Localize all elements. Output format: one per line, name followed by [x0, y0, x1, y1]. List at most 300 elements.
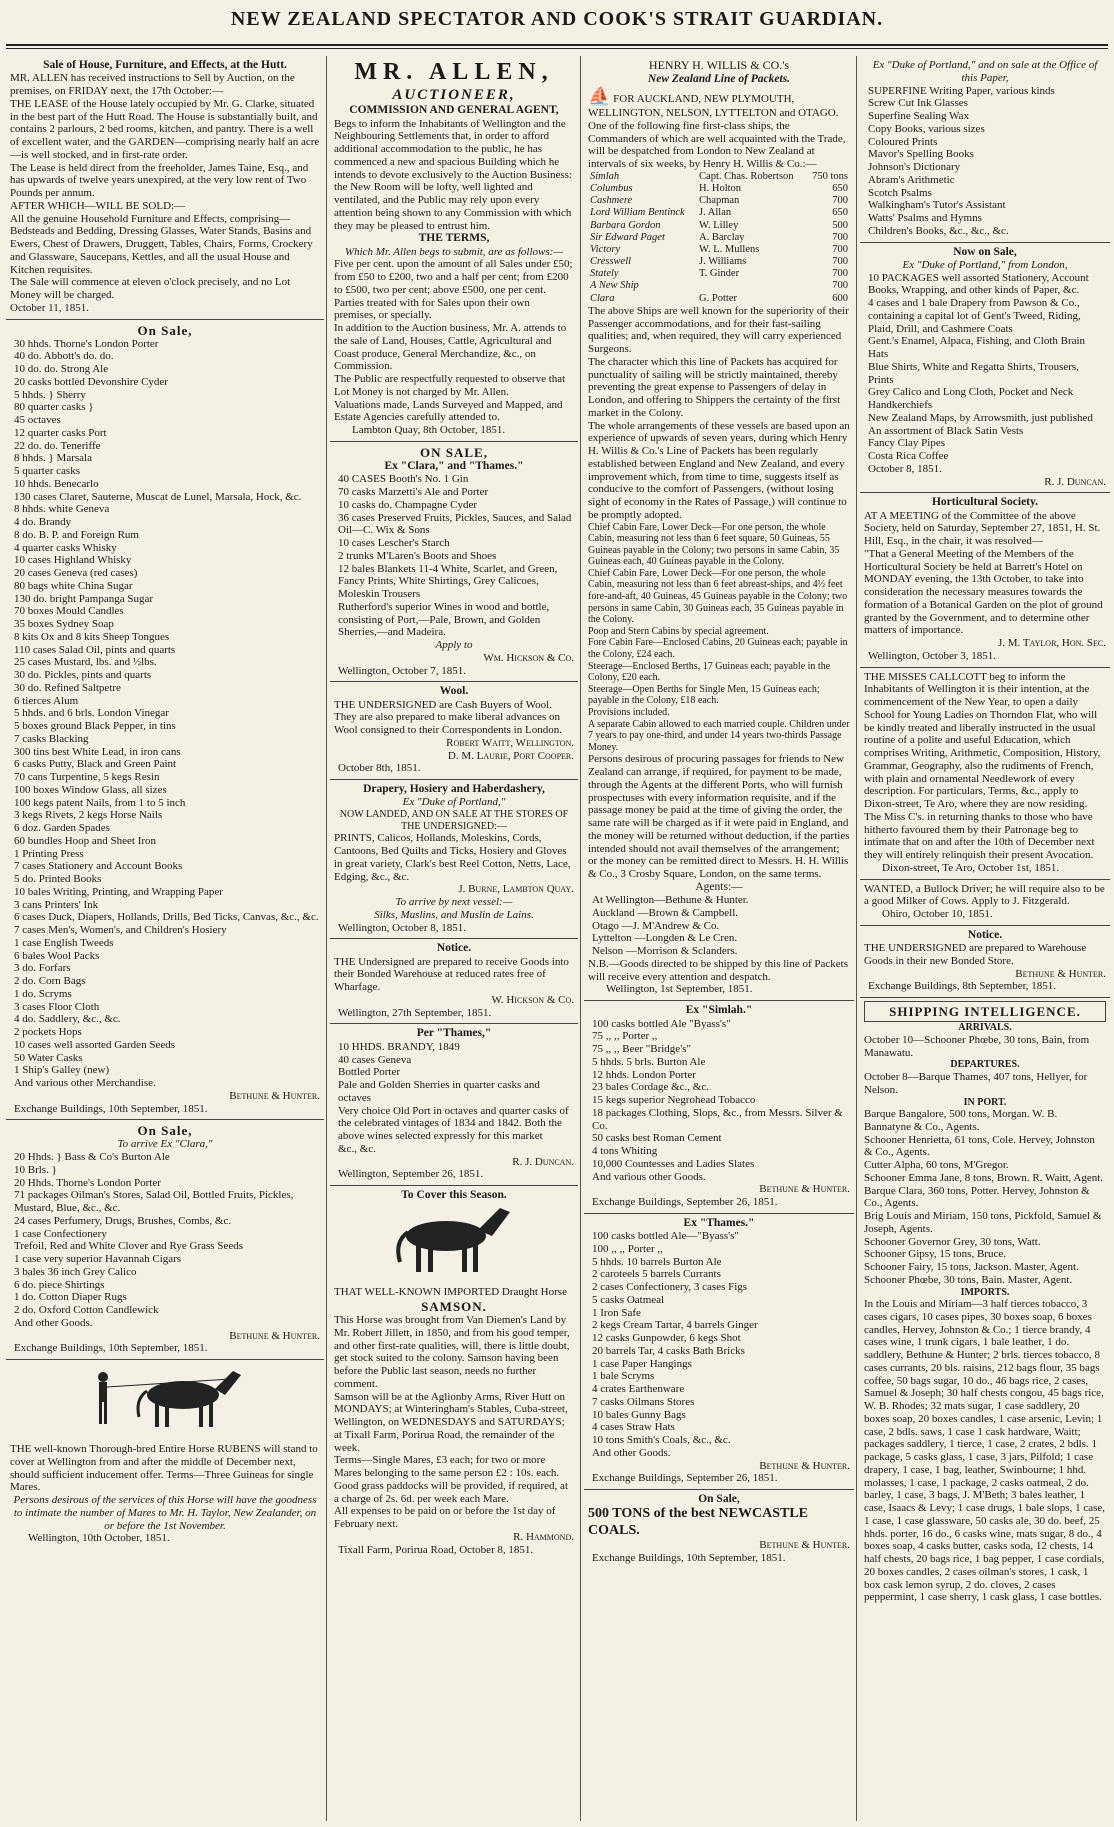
ad-place: Wellington, October 8, 1851. [338, 921, 467, 934]
shipping-intelligence [860, 998, 1110, 1608]
table-row [588, 244, 850, 256]
ad-paragraph: All the genuine Household Furniture and Effects, comprising—Bedsteads and Bedding, Dressing Glasses, Water Stands, Basins and Ewers, Chest of Drawers, Druggett, Tables, Chairs, Forms, Crockery and Glassware, Saucepans, Kettles, and all the usual House and Kitchen requisites. [10, 212, 313, 276]
section-title: SHIPPING INTELLIGENCE. [864, 1001, 1106, 1022]
simlah-ad [584, 1001, 854, 1214]
list-item: 60 bundles Hoop and Sheet Iron [14, 834, 157, 847]
agent-item: Nelson —Morrison & Sclanders. [592, 945, 738, 958]
ad-place: Exchange Buildings, 10th September, 1851. [592, 1551, 786, 1564]
ad-paragraph: Terms—Single Mares, £3 each; for two or more Mares belonging to the same person £2 : 10s. each. Good grass paddocks will be provided, if required, at a charge of 2s. 6d. per week each Mare. [334, 1454, 568, 1505]
list-item: 75 ,, ,, Porter ,, [592, 1030, 658, 1043]
agents-title: Agents:— [695, 880, 743, 893]
ad-title: Ex "Thames." [683, 1216, 755, 1229]
agents-list [588, 894, 850, 958]
list-item: Abram's Arithmetic [868, 173, 955, 186]
ad-paragraph: This Horse was brought from Van Diemen's Land by Mr. Robert Jillett, in 1850, and from his good temper, and other first-rate qualities, will, there is little doubt, get stock suited to the colony. Samson having been before the Public last season, needs no further comment. [334, 1314, 570, 1390]
ship-tons: 700 [832, 280, 848, 292]
table-row [588, 256, 850, 268]
list-item: 7 cases Men's, Women's, and Children's Hosiery [14, 924, 227, 937]
ad-paragraph: MR. ALLEN has received instructions to Sell by Auction, on the premises, on FRIDAY next, the 17th October:— [10, 72, 295, 98]
ad-title: ON SALE, [420, 444, 488, 460]
list-item: SUPERFINE Writing Paper, various kinds [868, 84, 1055, 97]
table-row [588, 293, 850, 305]
clara-thames-ad [330, 442, 578, 682]
list-item: 30 do. Refined Saltpetre [14, 681, 121, 694]
list-item: 22 do. do. Teneriffe [14, 439, 101, 452]
list-item: 1 Ship's Galley (new) [14, 1064, 110, 1077]
table-row [588, 207, 850, 219]
ad-title: To Cover this Season. [401, 1189, 507, 1202]
list-item: Costa Rica Coffee [868, 450, 949, 463]
list-item: 3 kegs Rivets, 2 kegs Horse Nails [14, 809, 163, 822]
list-item: 2 do. Oxford Cotton Candlewick [14, 1304, 159, 1317]
item-list [864, 272, 1106, 463]
list-item: Children's Books, &c., &c., &c. [868, 224, 1009, 237]
on-sale-ad [6, 320, 324, 1121]
item-list [334, 1041, 574, 1156]
list-item: 10 bales Writing, Printing, and Wrapping Paper [14, 885, 223, 898]
table-row [588, 195, 850, 207]
ad-body: Persons desirous of procuring passages for friends to New Zealand can arrange, if required, for payment to be made, through the Agents at the different Ports, who will furnish prospectuses with every information requisite, and if the passage money be paid at the time of giving the order, the same rate will be charged as if it were paid in England, and the money will be returned without deduction, if the parties intended should not avail themselves of the arrangement; or the money can be remitted direct to Messrs. H. H. Willis & Co., 3 Crosby Square, London, on the same terms. [588, 753, 850, 881]
ship-tons: 700 [832, 256, 848, 268]
fare-item: Chief Cabin Fare, Lower Deck—For one person, the whole Cabin, measuring not less than 6 feet abreast-ships, and 4½ feet fore-and-aft, 40 Guineas, 45 Guineas payable in the Colony; two persons in same Cabin, 30 Guineas each, 35 Guineas payable in the Colony. [588, 567, 848, 626]
ad-signature: Bethune & Hunter. [759, 1459, 850, 1472]
list-item: 3 cases Floor Cloth [14, 1000, 100, 1013]
list-item: Scotch Psalms [868, 186, 932, 199]
list-item: 6 tierces Alum [14, 694, 79, 707]
ad-heading: THAT WELL-KNOWN IMPORTED Draught Horse [334, 1286, 567, 1299]
ad-signature: Bethune & Hunter. [1015, 967, 1106, 980]
list-item: And other Goods. [592, 1446, 671, 1459]
column-3 [584, 56, 854, 1821]
list-item: 110 cases Salad Oil, pints and quarts [14, 643, 176, 656]
ship-name: Sir Edward Paget [590, 231, 665, 243]
fare-item: Provisions included. [588, 707, 670, 718]
bonded-store-ad [860, 926, 1110, 998]
ad-paragraph: The above Ships are well known for the superiority of their Passenger accommodations, and for their fast-sailing qualities; and, when required, they will carry experienced Surgeons. [588, 304, 849, 355]
list-item: 1 Iron Safe [592, 1306, 641, 1319]
willis-packets-ad [584, 56, 854, 1001]
ad-body [10, 72, 320, 314]
list-item: 12 hhds. London Porter [592, 1068, 696, 1081]
list-item: 10 HHDS. BRANDY, 1849 [338, 1040, 460, 1053]
thames-ad [584, 1214, 854, 1490]
ad-title: On Sale, [137, 1123, 193, 1139]
list-item: 8 hhds. white Geneva [14, 503, 110, 516]
ship-name: Barbara Gordon [590, 219, 661, 231]
ad-body: AT A MEETING of the Committee of the above Society, held on Saturday, September 27, 1851, H. St. Hill, Esq., in the chair, it was resolved— [864, 509, 1101, 548]
ad-paragraph: The Sale will commence at eleven o'clock precisely, and no Lot Money will be charged. [10, 276, 291, 302]
list-item: 100 kegs patent Nails, from 1 to 5 inch [14, 796, 186, 809]
list-item: 10,000 Countesses and Ladies Slates [592, 1157, 755, 1170]
drapery-ad [330, 780, 578, 939]
ad-note: Persons desirous of the services of this Horse will have the goodness to intimate the number of Mares to Mr. H. Taylor, New Zealander, on or before the 1st November. [13, 1494, 317, 1532]
list-item: 1 do. Cotton Diaper Rugs [14, 1291, 127, 1304]
imports-title: IMPORTS. [960, 1286, 1010, 1298]
ad-signature: R. J. Duncan. [512, 1155, 574, 1168]
ad-signature: W. Hickson & Co. [491, 993, 574, 1006]
list-item: 1 case Paper Hangings [592, 1357, 692, 1370]
list-item: 100 ,, ,, Porter ,, [592, 1242, 663, 1255]
ad-signature: R. J. Duncan. [1044, 475, 1106, 488]
ad-items: Silks, Muslins, and Muslin de Lains. [374, 908, 534, 921]
list-item: Blue Shirts, White and Regatta Shirts, Trousers, Prints [868, 360, 1079, 386]
ad-body: PRINTS, Calicos, Hollands, Moleskins, Cords, Cantoons, Bed Quilts and Ticks, Hosiery and Gloves in great variety, Clark's best Reel Cotton, Netts, Lace, Edging, &c., &c. [334, 832, 571, 883]
ad-paragraph: THE LEASE of the House lately occupied by Mr. G. Clarke, situated in the best part of the Hutt Road. The House is substantially built, and contains 2 parlours, 2 bed rooms, kitchen, and pantry. There is a well of excellent water, and the GARDEN—comprising nearly half an acre—is well stocked, and in first-rate order. [10, 97, 320, 161]
ship-name: A New Ship [590, 280, 639, 292]
in-port-item: Schooner Fairy, 15 tons, Jackson. Master, Agent. [864, 1261, 1079, 1274]
table-row [588, 268, 850, 280]
list-item: 2 pockets Hops [14, 1026, 82, 1039]
list-item: 10 Brls. } [14, 1163, 57, 1176]
list-item: 6 cases Duck, Diapers, Hollands, Drills, Bed Ticks, Canvas, &c., &c. [14, 911, 319, 924]
list-item: 100 casks bottled Ale—"Byass's" [592, 1230, 739, 1243]
list-item: 130 cases Claret, Sauterne, Muscat de Lunel, Marsala, Hock, &c. [14, 490, 302, 503]
ad-place: Wellington, 1st September, 1851. [606, 983, 753, 996]
list-item: 50 Water Casks [14, 1051, 83, 1064]
ad-place: Wellington, September 26, 1851. [338, 1168, 484, 1181]
list-item: 80 bags white China Sugar [14, 579, 133, 592]
ad-subtitle: New Zealand Line of Packets. [647, 72, 791, 85]
terms-paragraph: The Public are respectfully requested to observe that Lot Money is not charged by Mr. Allen. [334, 373, 566, 398]
ship-name: Simlah [590, 170, 620, 182]
list-item: 4 cases and 1 bale Drapery from Pawson & Co., containing a capital lot of Gent's Tweed, Riding, Plaid, Drill, and Cashmere Coats [868, 297, 1081, 335]
list-item: Very choice Old Port in octaves and quarter casks of the celebrated vintages of 1834 and 1842. Both the above wines selected expressly for this market [338, 1104, 569, 1143]
list-item: 4 cases Straw Hats [592, 1421, 675, 1434]
list-item: 4 do. Saddlery, &c., &c. [14, 1013, 121, 1026]
list-item: 24 cases Perfumery, Drugs, Brushes, Combs, &c. [14, 1214, 232, 1227]
list-item: 40 cases Geneva [338, 1053, 412, 1066]
list-item: 130 do. bright Pampanga Sugar [14, 592, 154, 605]
list-item: Johnson's Dictionary [868, 161, 961, 173]
in-port-item: Schooner Henrietta, 61 tons, Cole. Hervey, Johnston & Co., Agents. [864, 1133, 1095, 1159]
masthead: NEW ZEALAND SPECTATOR AND COOK'S STRAIT GUARDIAN. [230, 8, 884, 30]
ship-capt: J. Allan [699, 207, 732, 219]
list-item: Fancy Clay Pipes [868, 437, 945, 450]
ad-paragraph: AFTER WHICH—WILL BE SOLD:— [10, 199, 186, 212]
ad-place: Exchange Buildings, September 26, 1851. [592, 1472, 778, 1485]
ad-body: WANTED, a Bullock Driver; he will require also to be a good Milker of Cows. Apply to J. Fitzgerald. [864, 882, 1105, 908]
list-item: 3 bales 36 inch Grey Calico [14, 1265, 137, 1278]
column-rule [580, 56, 581, 1821]
list-item: Pale and Golden Sherries in quarter casks and octaves [338, 1079, 540, 1104]
terms-paragraph: Valuations made, Lands Surveyed and Mapped, and Estate Agencies carefully attended to. [334, 398, 563, 424]
ad-date: October 8, 1851. [868, 462, 942, 475]
table-row [588, 280, 850, 292]
ad-place: Exchange Buildings, 10th September, 1851. [14, 1342, 208, 1355]
ship-tons: 500 [832, 219, 848, 231]
list-item: 80 quarter casks } [14, 401, 94, 414]
fare-item: Poop and Stern Cabins by special agreement. [588, 625, 769, 637]
list-item: 5 hhds. and 6 brls. London Vinegar [14, 707, 169, 720]
horticultural-ad [860, 493, 1110, 667]
rubens-ad [6, 1360, 324, 1549]
fare-item: Chief Cabin Fare, Lower Deck—For one person, the whole Cabin, measuring not less than 6 feet square, 50 Guineas, 55 Guineas payable in the Colony; two persons in same Cabin, 35 Guineas each, 40 Guineas payable in the Colony. [588, 521, 840, 568]
ship-capt: G. Potter [699, 292, 737, 304]
column-4 [860, 56, 1110, 1821]
ad-paragraph: The character which this line of Packets has acquired for punctuality of sailing will be strictly maintained, thereby preventing the great expense to Passengers of delay in London, and offering to Shippers the certainty of the first market in the Colony. [588, 355, 841, 419]
list-item: 2 do. Corn Bags [14, 975, 86, 988]
list-item: 20 casks bottled Devonshire Cyder [14, 375, 168, 388]
ship-tons: 750 tons [812, 170, 848, 182]
list-item: 1 case very superior Havannah Cigars [14, 1253, 182, 1266]
terms-list [334, 258, 574, 424]
ship-tons: 700 [832, 243, 848, 255]
ad-body: Begs to inform the Inhabitants of Wellington and the Neighbouring Settlements that, in order to afford additional accommodation to the public, he has commenced a new and spacious Building which he intends to devote exclusively to the Auction Business: the New Room will be lofty, well lighted and ventilated, and the Public may rely upon every attention being shown to any Commission with which they may be pleased to entrust him. [334, 117, 572, 232]
ad-signature: Bethune & Hunter. [229, 1329, 320, 1342]
ship-table [588, 171, 850, 305]
column-rule [856, 56, 857, 1821]
fare-item: A separate Cabin allowed to each married couple. Children under 7 years to pay one-third, and under 14 years two-thirds Passage Money. [588, 718, 850, 753]
list-item: 4 crates Earthenware [592, 1383, 685, 1396]
list-item: 5 quarter casks [14, 465, 80, 478]
table-row [588, 220, 850, 232]
list-item: 18 packages Clothing, Slops, &c., from Messrs. Silver & Co. [592, 1106, 843, 1132]
list-item: 5 hhds. 10 barrels Burton Ale [592, 1255, 722, 1268]
list-item: 100 casks bottled Ale "Byass's" [592, 1017, 731, 1030]
coal-ad [584, 1490, 854, 1568]
arrivals-title: ARRIVALS. [958, 1022, 1012, 1034]
ad-signature: Bethune & Hunter. [759, 1183, 850, 1196]
list-item: Screw Cut Ink Glasses [868, 97, 968, 110]
ad-note: N.B.—Goods directed to be shipped by this line of Packets will receive every attention and despatch. [588, 957, 848, 983]
ad-title: Drapery, Hosiery and Haberdashery, [363, 783, 545, 796]
house-sale-ad [6, 56, 324, 320]
school-ad [860, 668, 1110, 880]
table-row [588, 183, 850, 195]
ad-subtitle: To arrive by next vessel:— [395, 896, 513, 909]
ad-body: THE well-known Thorough-bred Entire Horse RUBENS will stand to cover at Wellington from and after the middle of December next, should sufficient inducement offer. Terms—Three Guineas for single Mares. [10, 1443, 318, 1494]
list-item: 4 tons Whiting [592, 1145, 658, 1158]
list-item: 12 quarter casks Port [14, 426, 107, 439]
list-item: 4 quarter casks Whisky [14, 541, 117, 554]
ship-capt [697, 280, 806, 292]
ship-tons: 600 [832, 292, 848, 304]
list-item: And various other Goods. [592, 1170, 706, 1183]
list-item: 23 bales Cordage &c., &c. [592, 1081, 709, 1094]
ship-capt: W. Lilley [699, 219, 739, 231]
ad-paragraph: All expenses to be paid on or before the 1st day of February next. [334, 1505, 556, 1531]
ship-capt: A. Barclay [699, 231, 745, 243]
resolution: "That a General Meeting of the Members of the Horticultural Society be held at Barrett's Hotel on MONDAY evening, the 13th October, to take into consideration the necessary measures towards the formation of a Botanical Garden on the plot of ground granted by the Government, and to determine other matters of importance. [864, 547, 1103, 637]
list-item: 300 tins best White Lead, in iron cans [14, 745, 181, 758]
ad-trade: AUCTIONEER, [392, 86, 516, 103]
agent-item: Lyttelton —Longden & Le Cren. [592, 932, 738, 945]
ad-place: Tixall Farm, Porirua Road, October 8, 1851. [338, 1543, 534, 1556]
ship-capt: W. L. Mullens [699, 243, 760, 255]
list-item: 50 casks best Roman Cement [592, 1132, 722, 1145]
list-item: 20 Hhds. } Bass & Co's Burton Ale [14, 1151, 170, 1164]
list-item: 7 casks Blacking [14, 732, 89, 745]
bonded-notice-ad [330, 939, 578, 1024]
apply-to: Apply to [435, 639, 473, 652]
ad-body: THE Undersigned are prepared to receive Goods into their Bonded Warehouse at reduced rates free of Wharfage. [334, 955, 569, 994]
list-item: 10 tons Smith's Coals, &c., &c. [592, 1434, 731, 1447]
ship-name: Victory [590, 243, 621, 255]
departures-title: DEPARTURES. [950, 1059, 1020, 1071]
horse-icon [374, 1202, 534, 1276]
list-item: 30 hhds. Thorne's London Porter [14, 337, 159, 350]
samson-horse-ad [330, 1186, 578, 1560]
ad-signature: J. Burne, Lambton Quay. [458, 883, 574, 896]
list-item: An assortment of Black Satin Vests [868, 424, 1024, 437]
horse-icon [65, 1363, 265, 1433]
list-item: 40 do. Abbott's do. do. [14, 350, 114, 363]
arrivals-list [864, 1034, 1106, 1060]
ad-title: On Sale, [137, 322, 193, 338]
list-item: 6 do. piece Shirtings [14, 1278, 105, 1291]
list-item: 4 do. Brandy [14, 516, 72, 529]
ship-capt: H. Holton [699, 183, 742, 195]
list-item: 12 bales Blankets 11-4 White, Scarlet, and Green, Fancy Prints, White Shirtings, Grey Calicoes, Moleskin Trousers [338, 562, 558, 601]
ad-body [588, 305, 850, 522]
list-item: 1 case Confectionery [14, 1227, 107, 1240]
list-item: 15 kegs superior Negrohead Tobacco [592, 1094, 756, 1107]
list-item: 10 cases well assorted Garden Seeds [14, 1038, 175, 1051]
in-port-item: Barque Bangalore, 500 tons, Morgan. W. B. Bannatyne & Co., Agents. [864, 1108, 1058, 1133]
ad-title: Notice. [967, 928, 1003, 941]
ship-capt: Chapman [699, 195, 740, 207]
list-item: 45 octaves [14, 414, 61, 427]
item-list [10, 1151, 320, 1330]
ad-signature: R. Hammond. [513, 1530, 574, 1543]
ad-intro [588, 86, 850, 171]
list-item: 7 cases Stationery and Account Books [14, 860, 183, 873]
list-item: 8 do. B. P. and Foreign Rum [14, 528, 139, 541]
list-item: Coloured Prints [868, 135, 938, 148]
in-port-item: Schooner Emma Jane, 8 tons, Brown. R. Waitt, Agent. [864, 1171, 1104, 1184]
list-item: 75 ,, ,, Beer "Bridge's" [592, 1043, 691, 1056]
list-item: 10 cases Lescher's Starch [338, 537, 450, 550]
fare-item: Steerage—Enclosed Berths, 17 Guineas each; payable in the Colony, £20 each. [588, 660, 831, 684]
ad-paragraph: Samson will be at the Aglionby Arms, River Hutt on MONDAYS; at Winteringham's Stables, Cuba-street, Wellington, on WEDNESDAYS and SATURDAYS; at Tixall Farm, Porirua Road, the remainder of the week. [334, 1390, 568, 1454]
ad-body: THE UNDERSIGNED are Cash Buyers of Wool. They are also prepared to make liberal advances on Wool consigned to their Correspondents in London. [334, 698, 562, 737]
ad-title: Wool. [439, 685, 469, 698]
ad-title: Now on Sale, [953, 245, 1017, 258]
bullock-driver-ad [860, 880, 1110, 926]
terms-paragraph: Parties treated with for Sales upon their own premises, or specially. [334, 296, 530, 322]
ad-signature: Wm. Hickson & Co. [483, 651, 574, 664]
horse-name: SAMSON. [421, 1299, 487, 1315]
item-list [334, 473, 574, 639]
ad-place: Exchange Buildings, September 26, 1851. [592, 1196, 778, 1209]
ship-name: Cashmere [590, 195, 633, 207]
ad-place: Ohiro, October 10, 1851. [882, 908, 993, 921]
clara-ad [6, 1120, 324, 1360]
list-item: 1 bale Scryms [592, 1370, 655, 1383]
ship-name: Cresswell [590, 256, 632, 268]
table-row [588, 232, 850, 244]
list-item: Grey Calico and Long Cloth, Pocket and Neck Handkerchiefs [868, 386, 1074, 412]
ad-title: Sale of House, Furniture, and Effects, at the Hutt. [43, 59, 287, 71]
list-item: 1 Printing Press [14, 847, 84, 860]
terms-intro: Which Mr. Allen begs to submit, are as follows:— [344, 245, 564, 258]
terms-title: THE TERMS, [418, 232, 490, 245]
list-item: And various other Merchandise. [14, 1077, 156, 1090]
ad-signature: Bethune & Hunter. [229, 1089, 320, 1102]
list-item: 35 boxes Sydney Soap [14, 618, 114, 631]
list-item: &c., &c. [338, 1142, 376, 1155]
list-item: Watts' Psalms and Hymns [868, 212, 982, 224]
list-item: 30 do. Pickles, pints and quarts [14, 669, 152, 682]
imports-body: In the Louis and Miriam—3 half tierces tobacco, 3 cases cigars, 10 cases pipes, 30 boxes soap, 6 boxes candles, Hervey, Johnston & Co.; 1 tierce brandy, 4 cases wine, 1 trunk cigars, 1 bale leather, 1 do. saddlery, Bethune & Hunter; 2 brls. tierces tobacco, 8 cases currants, 20 bls. raisins, 212 bags flour, 35 bags coffee, 50 bags sugar, 10 do., 46 bags rice, 2 cases, Samuel & Joseph; 30 half chests congou, 45 bags rice, W. B. Rhodes; 32 mats sugar, 1 case saddlery, 20 boxes soap, 20 boxes candles, 1 case arsenic, Levin; 1 case, 2 bdls. saws, 1 case 1 cask hardware, Waitt; packages saddlery, 1 tierce, 1 case, 2 crates, 2 bdls. 1 package, 5 casks glass, 1 case, 3 jars, Pilfold; 1 case drapery, 1 case, 1 bag, leather, Swinbourne; 1 hhd. molasses, 1 case, 1 package, 2 casks oatmeal, 2 do. barley, 1 case, 3 bags, J. M'Beth; 3 bales leather, 1 case, Isaacs & Levy; 1 case drugs, 1 bale slops, 1 case, 1 case, 1 case glassware, 50 casks ale, 30 do. beef, 25 hhds. porter, 16 do., 6 casks wine, mats sugar, 8 do., 4 boxes soap, 4 casks butter, casks soda, 12 chests, 14 half chests, 20 bags rice, 1 bag pepper, 1 case cordials, 20 boxes candles, 2 cases oilman's stores, 1 cask, 1 box cask lemon syrup, 2 do. cloves, 2 cases peppermint, 1 case sherry, 1 cask glass, 1 case bottles. [864, 1298, 1106, 1604]
list-item: 25 cases Mustard, lbs. and ½lbs. [14, 656, 157, 669]
list-item: 2 trunks M'Laren's Boots and Shoes [338, 549, 497, 562]
in-port-list [864, 1108, 1106, 1287]
list-item: 70 cans Turpentine, 5 kegs Resin [14, 771, 160, 784]
ship-tons: 700 [832, 268, 848, 280]
ad-title: HENRY H. WILLIS & CO.'s [648, 58, 790, 72]
ad-place: Lambton Quay, 8th October, 1851. [352, 424, 506, 437]
list-item: 2 kegs Cream Tartar, 4 barrels Ginger [592, 1319, 758, 1332]
ad-title: Per "Thames," [416, 1027, 492, 1040]
ship-name: Columbus [590, 183, 633, 195]
ship-tons: 700 [832, 231, 848, 243]
ad-signature: Bethune & Hunter. [759, 1538, 850, 1551]
ad-place: Wellington, October 3, 1851. [868, 649, 997, 662]
ad-title: Notice. [436, 942, 472, 955]
agent-item: Auckland —Brown & Campbell. [592, 906, 739, 919]
list-item: 20 cases Geneva (red cases) [14, 567, 138, 580]
ad-intro: NOW LANDED, AND ON SALE AT THE STORES OF THE UNDERSIGNED:— [339, 809, 569, 832]
ship-capt: Capt. Chas. Robertson [699, 170, 794, 182]
ship-tons: 700 [832, 195, 848, 207]
ad-place: Wellington, 10th October, 1851. [28, 1532, 170, 1545]
list-item: 6 casks Putty, Black and Green Paint [14, 758, 177, 771]
list-item: 36 cases Preserved Fruits, Pickles, Sauces, and Salad Oil—C. Wix & Sons [338, 511, 572, 537]
ad-date: October 8th, 1851. [338, 762, 421, 775]
ad-paragraph: The whole arrangements of these vessels are based upon an experience of upwards of seven years, during which Henry H. Willis & Co.'s Line of Packets has been regularly established between England and New Zealand, and every improvement which, from time to time, suggests itself as conducive to the comfort of Passengers, (without losing sight of economy in the Rates of Passage,) will continue to be promptly adopted. [588, 419, 850, 521]
list-item: 12 casks Gunpowder, 6 kegs Shot [592, 1332, 741, 1345]
fares-list [588, 522, 850, 754]
list-item: 2 cases Confectionery, 3 cases Figs [592, 1281, 748, 1294]
ad-signature: J. M. Taylor, Hon. Sec. [998, 637, 1106, 650]
terms-paragraph: Five per cent. upon the amount of all Sales under £50; from £50 to £200, two and a half per cent; from £200 to £500, two per cent; above £500, one per cent. [334, 258, 573, 296]
list-item: 7 casks Oilmans Stores [592, 1395, 695, 1408]
ad-place: Exchange Buildings, 8th September, 1851. [868, 980, 1057, 993]
list-item: 8 kits Ox and 8 kits Sheep Tongues [14, 630, 170, 643]
list-item: 6 bales Wool Packs [14, 949, 100, 962]
in-port-item: Schooner Governor Grey, 30 tons, Watt. [864, 1235, 1041, 1248]
list-item: Walkingham's Tutor's Assistant [868, 199, 1006, 212]
list-item: And other Goods. [14, 1316, 93, 1329]
column-1 [6, 56, 324, 1821]
list-item: 8 hhds. } Marsala [14, 452, 92, 465]
list-item: 5 hhds. } Sherry [14, 388, 86, 401]
list-item: 10 PACKAGES well assorted Stationery, Account Books, Wrapping, and other kinds of Paper, &c. [868, 271, 1089, 297]
ship-capt: J. Williams [699, 256, 747, 268]
list-item: 10 do. do. Strong Ale [14, 363, 109, 376]
fare-item: Fore Cabin Fare—Enclosed Cabins, 20 Guineas each; payable in the Colony, £24 each. [588, 637, 848, 661]
list-item: Gent.'s Enamel, Alpaca, Fishing, and Cloth Brain Hats [868, 335, 1086, 361]
ship-name: Stately [590, 268, 619, 280]
list-item: Rutherford's superior Wines in wood and bottle, consisting of Port,—Pale, Brown, and Golden Sherries,—and Madeira. [338, 600, 550, 639]
ad-body: 500 TONS of the best NEWCASTLE COALS. [588, 1506, 809, 1538]
list-item: 70 boxes Mould Candles [14, 605, 124, 618]
masthead-rule [6, 44, 1108, 49]
list-item: 1 do. Scryms [14, 987, 72, 1000]
ad-subtitle: Ex "Clara," and "Thames." [384, 459, 524, 472]
ship-name: Lord William Bentinck [590, 207, 685, 219]
item-list [864, 85, 1106, 238]
ad-title: Ex "Duke of Portland," and on sale at the Office of this Paper, [872, 59, 1098, 84]
ship-tons: 650 [832, 183, 848, 195]
item-list [588, 1230, 850, 1460]
ad-subtitle: Ex "Duke of Portland," [402, 796, 506, 809]
list-item: 5 casks Oatmeal [592, 1293, 665, 1306]
list-item: 2 caroteels 5 barrels Currants [592, 1268, 721, 1281]
list-item: 100 boxes Window Glass, all sizes [14, 783, 167, 796]
london-goods-ad [860, 243, 1110, 494]
